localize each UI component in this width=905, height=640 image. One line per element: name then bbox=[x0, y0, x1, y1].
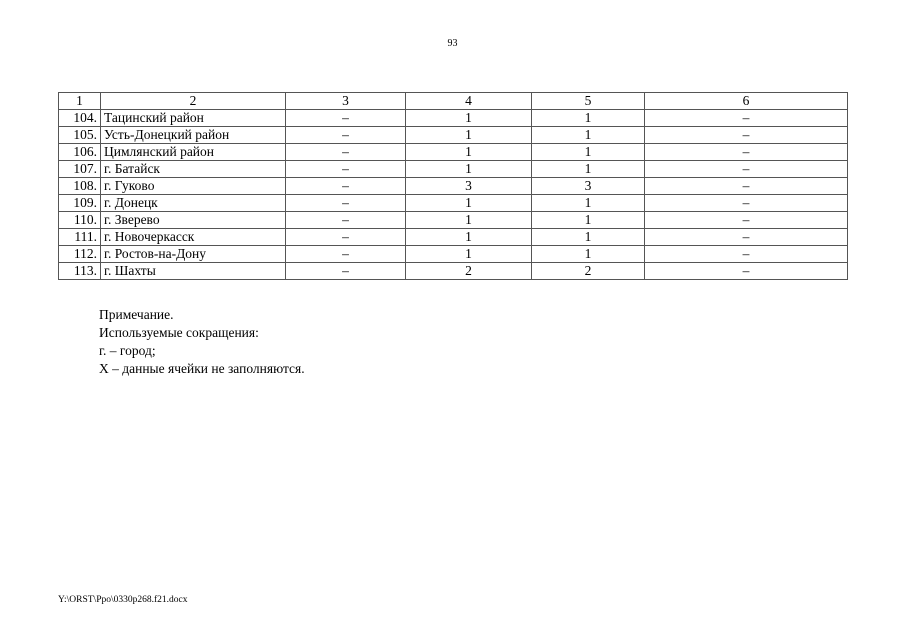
note-line: Х – данные ячейки не заполняются. bbox=[99, 361, 305, 376]
value-cell: – bbox=[286, 212, 406, 229]
value-cell: 1 bbox=[406, 144, 532, 161]
territory-name-cell: г. Зверево bbox=[101, 212, 286, 229]
value-cell: – bbox=[645, 246, 848, 263]
row-number-cell: 106. bbox=[59, 144, 101, 161]
table-row bbox=[59, 127, 848, 144]
footer-file-path: Y:\ORST\Ppo\0330p268.f21.docx bbox=[58, 595, 188, 605]
value-cell: – bbox=[645, 144, 848, 161]
value-cell: – bbox=[286, 229, 406, 246]
value-cell: – bbox=[645, 161, 848, 178]
note-title: Примечание. bbox=[99, 307, 174, 322]
value-cell: 1 bbox=[532, 246, 645, 263]
territory-name-cell: г. Новочеркасск bbox=[101, 229, 286, 246]
row-number-cell: 104. bbox=[59, 110, 101, 127]
row-number-cell: 112. bbox=[59, 246, 101, 263]
row-number-cell: 110. bbox=[59, 212, 101, 229]
table-row bbox=[59, 110, 848, 127]
territory-name-cell: г. Донецк bbox=[101, 195, 286, 212]
value-cell: – bbox=[286, 246, 406, 263]
table-row bbox=[59, 178, 848, 195]
value-cell: – bbox=[286, 161, 406, 178]
table-row bbox=[59, 161, 848, 178]
value-cell: – bbox=[286, 110, 406, 127]
page-number: 93 bbox=[447, 38, 458, 49]
value-cell: 1 bbox=[406, 212, 532, 229]
row-number-cell: 111. bbox=[59, 229, 101, 246]
value-cell: 1 bbox=[406, 110, 532, 127]
row-number-cell: 108. bbox=[59, 178, 101, 195]
territory-name-cell: г. Гуково bbox=[101, 178, 286, 195]
value-cell: 1 bbox=[406, 246, 532, 263]
note-line: Используемые сокращения: bbox=[99, 325, 259, 340]
value-cell: – bbox=[286, 144, 406, 161]
row-number-cell: 107. bbox=[59, 161, 101, 178]
value-cell: 3 bbox=[532, 178, 645, 195]
value-cell: – bbox=[645, 263, 848, 280]
value-cell: – bbox=[286, 127, 406, 144]
column-header: 1 bbox=[59, 93, 101, 110]
value-cell: 3 bbox=[406, 178, 532, 195]
territory-name-cell: Усть-Донецкий район bbox=[101, 127, 286, 144]
column-header: 2 bbox=[101, 93, 286, 110]
value-cell: 1 bbox=[532, 161, 645, 178]
table-row bbox=[59, 195, 848, 212]
value-cell: – bbox=[286, 195, 406, 212]
data-table bbox=[58, 92, 848, 280]
table-row bbox=[59, 144, 848, 161]
territory-name-cell: г. Ростов-на-Дону bbox=[101, 246, 286, 263]
value-cell: – bbox=[645, 178, 848, 195]
column-header: 3 bbox=[286, 93, 406, 110]
value-cell: 1 bbox=[406, 127, 532, 144]
territory-name-cell: г. Батайск bbox=[101, 161, 286, 178]
note-block bbox=[99, 306, 305, 378]
value-cell: – bbox=[645, 212, 848, 229]
table-header-row bbox=[59, 93, 848, 110]
territory-name-cell: Тацинский район bbox=[101, 110, 286, 127]
row-number-cell: 105. bbox=[59, 127, 101, 144]
value-cell: 1 bbox=[532, 212, 645, 229]
value-cell: – bbox=[645, 229, 848, 246]
value-cell: 2 bbox=[532, 263, 645, 280]
value-cell: 1 bbox=[532, 195, 645, 212]
value-cell: 1 bbox=[406, 161, 532, 178]
value-cell: 1 bbox=[532, 127, 645, 144]
value-cell: – bbox=[645, 127, 848, 144]
row-number-cell: 113. bbox=[59, 263, 101, 280]
table-row bbox=[59, 212, 848, 229]
value-cell: – bbox=[645, 110, 848, 127]
territory-name-cell: Цимлянский район bbox=[101, 144, 286, 161]
column-header: 4 bbox=[406, 93, 532, 110]
value-cell: 1 bbox=[532, 110, 645, 127]
column-header: 5 bbox=[532, 93, 645, 110]
value-cell: – bbox=[286, 263, 406, 280]
table-row bbox=[59, 263, 848, 280]
table-row bbox=[59, 229, 848, 246]
value-cell: – bbox=[645, 195, 848, 212]
value-cell: 1 bbox=[532, 144, 645, 161]
value-cell: 1 bbox=[406, 229, 532, 246]
note-line: г. – город; bbox=[99, 343, 156, 358]
column-header: 6 bbox=[645, 93, 848, 110]
row-number-cell: 109. bbox=[59, 195, 101, 212]
territory-name-cell: г. Шахты bbox=[101, 263, 286, 280]
value-cell: 1 bbox=[532, 229, 645, 246]
value-cell: 1 bbox=[406, 195, 532, 212]
value-cell: 2 bbox=[406, 263, 532, 280]
table-row bbox=[59, 246, 848, 263]
value-cell: – bbox=[286, 178, 406, 195]
